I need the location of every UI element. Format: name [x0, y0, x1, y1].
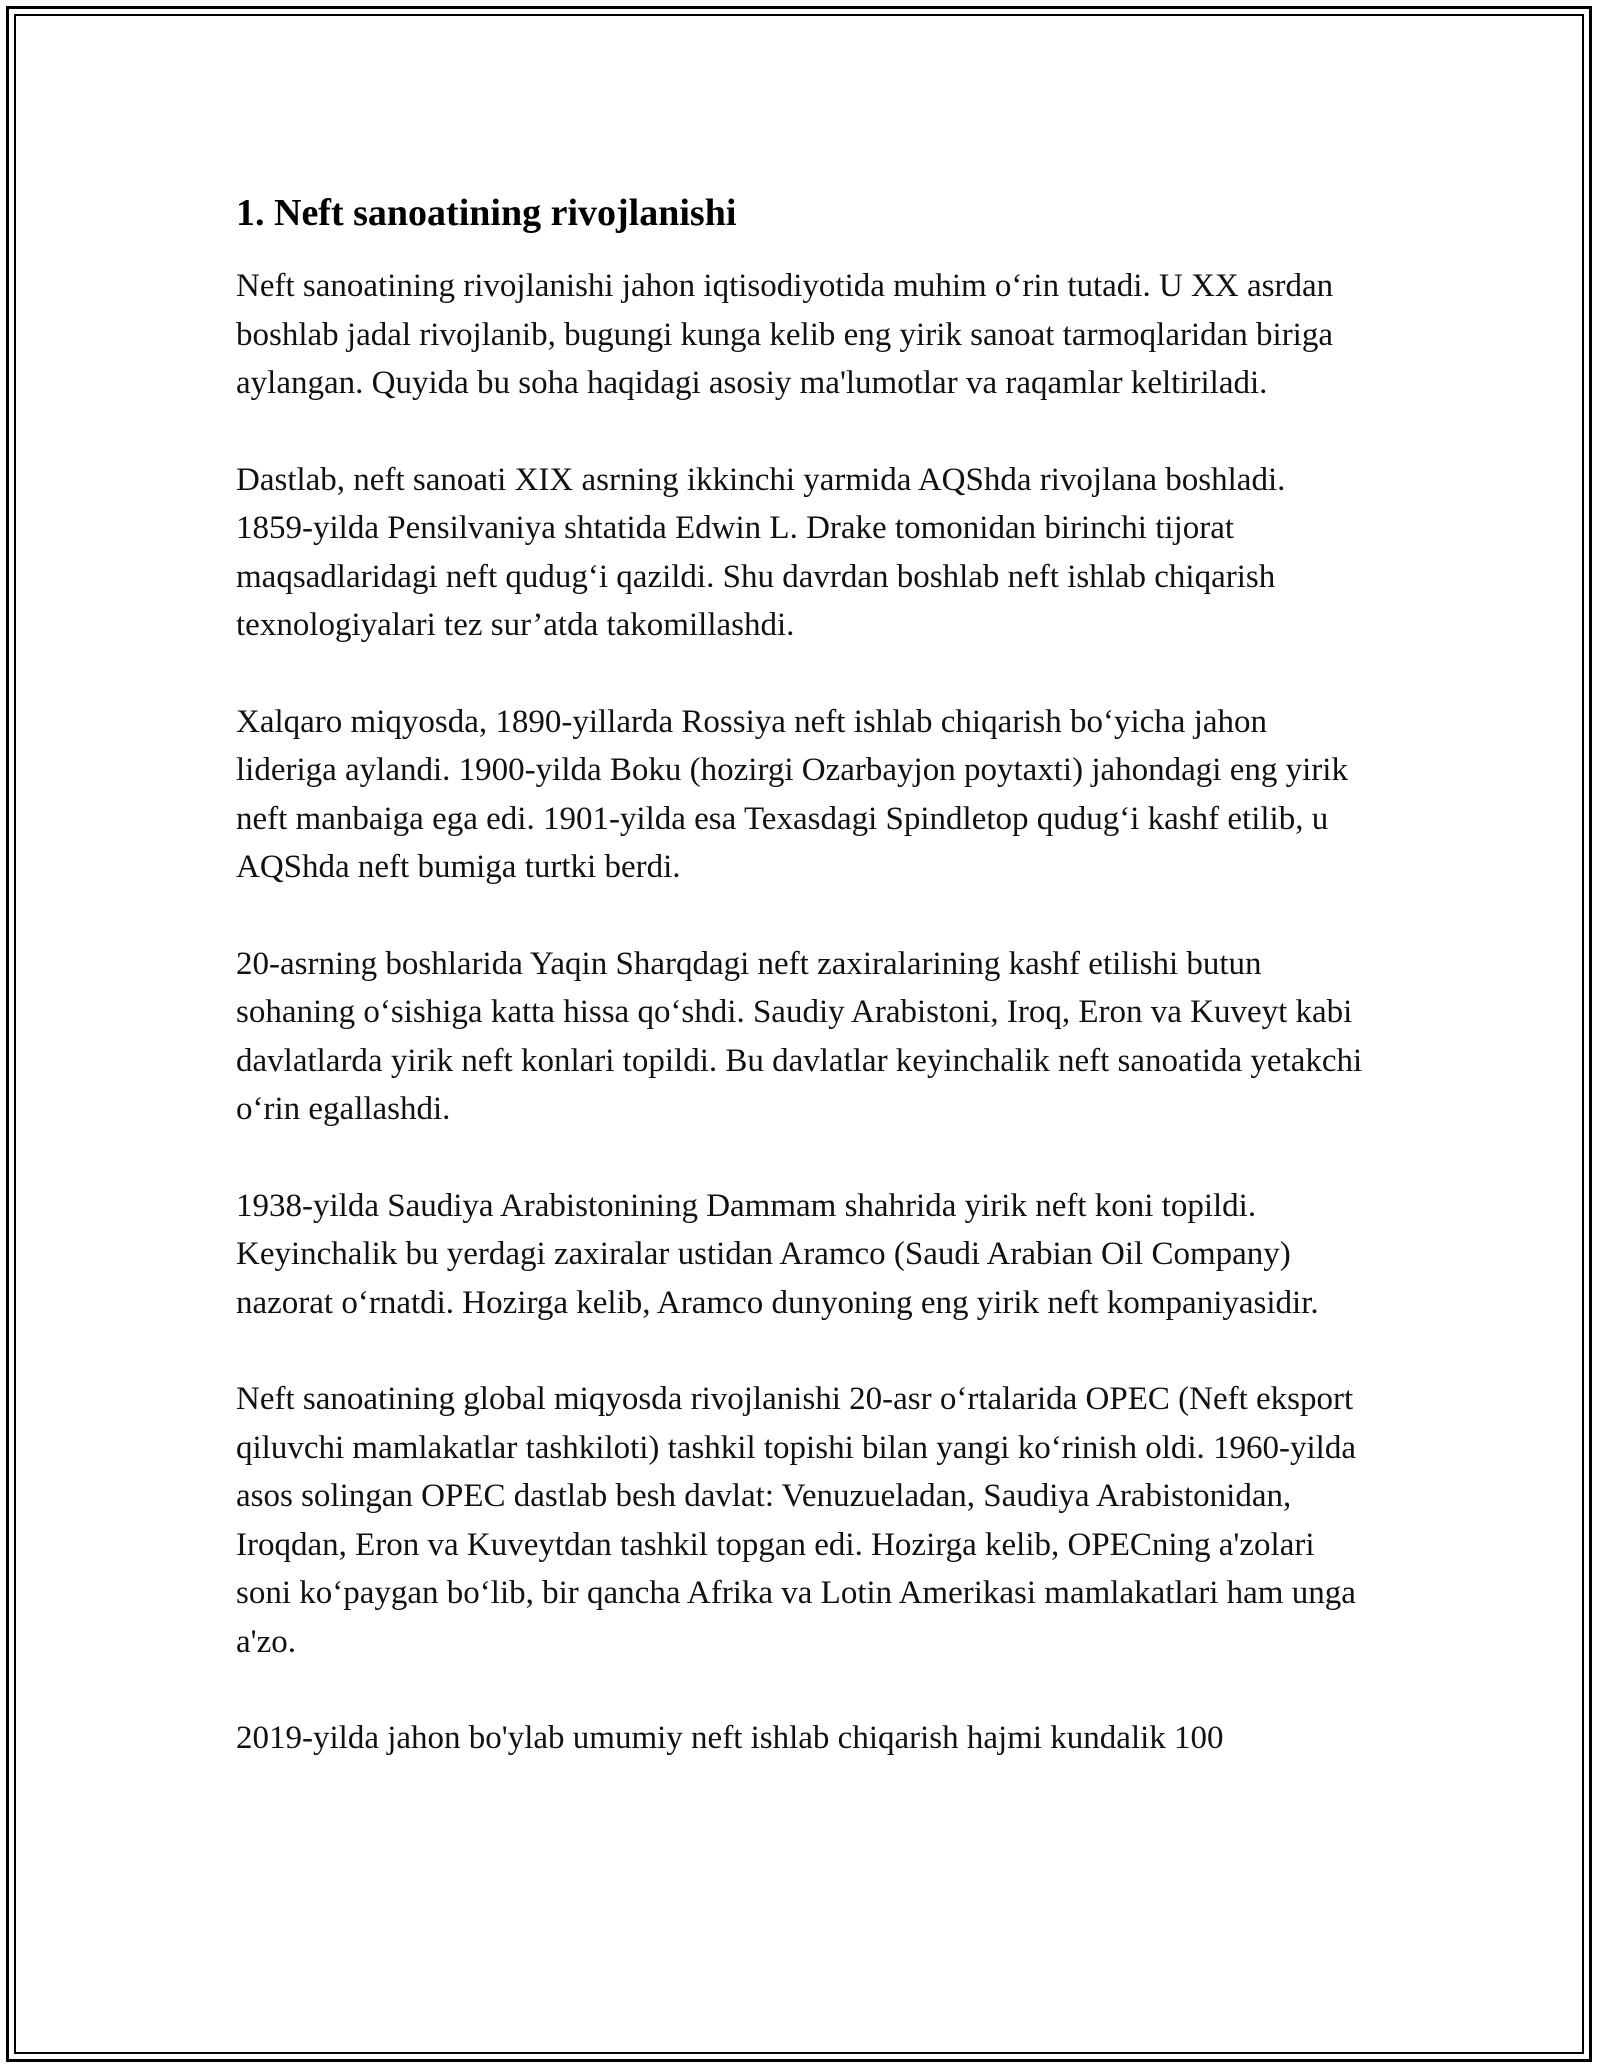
paragraph-intro: Neft sanoatining rivojlanishi jahon iqtisodiyotida muhim o‘rin tutadi. U XX asrdan boshlab jadal rivojlanib, bugungi kunga kelib eng yirik sanoat tarmoqlaridan biriga aylangan. Quyida bu soha haqidagi asosiy ma'lumotlar va raqamlar keltiriladi. — [236, 268, 1334, 401]
paragraph-russia-baku: Xalqaro miqyosda, 1890-yillarda Rossiya neft ishlab chiqarish bo‘yicha jahon lideriga aylandi. 1900-yilda Boku (hozirgi Ozarbayjon poytaxti) jahondagi eng yirik neft manbaiga ega edi. 1901-yilda esa Texasdagi Spindletop qudug‘i kashf etilib, u AQShda neft bumiga turtki berdi. — [236, 703, 1348, 885]
paragraph-middle-east: 20-asrning boshlarida Yaqin Sharqdagi neft zaxiralarining kashf etilishi butun sohaning o‘sishiga katta hissa qo‘shdi. Saudiy Arabistoni, Iroq, Eron va Kuveyt kabi davlatlarda yirik neft konlari topildi. Bu davlatlar keyinchalik neft sanoatida yetakchi o‘rin egallashdi. — [236, 945, 1363, 1127]
document-body — [236, 188, 1366, 1811]
paragraph-usa-origins: Dastlab, neft sanoati XIX asrning ikkinchi yarmida AQShda rivojlana boshladi. 1859-yilda Pensilvaniya shtatida Edwin L. Drake tomonidan birinchi tijorat maqsadlaridagi neft qudug‘i qazildi. Shu davrdan boshlab neft ishlab chiqarish texnologiyalari tez sur’atda takomillashdi. — [236, 461, 1286, 643]
paragraph-aramco: 1938-yilda Saudiya Arabistonining Dammam shahrida yirik neft koni topildi. Keyinchalik bu yerdagi zaxiralar ustidan Aramco (Saudi Arabian Oil Company) nazorat o‘rnatdi. Hozirga kelib, Aramco dunyoning eng yirik neft kompaniyasidir. — [236, 1187, 1319, 1321]
paragraph-production-2019: 2019-yilda jahon bo'ylab umumiy neft ishlab chiqarish hajmi kundalik 100 — [236, 1720, 1224, 1756]
section-heading: 1. Neft sanoatining rivojlanishi — [236, 192, 737, 234]
paragraph-opec: Neft sanoatining global miqyosda rivojlanishi 20-asr o‘rtalarida OPEC (Neft eksport qiluvchi mamlakatlar tashkiloti) tashkil topishi bilan yangi ko‘rinish oldi. 1960-yilda asos solingan OPEC dastlab besh davlat: Venuzueladan, Saudiya Arabistonidan, Iroqdan, Eron va Kuveytdan tashkil topgan edi. Hozirga kelib, OPECning a'zolari soni ko‘paygan bo‘lib, bir qancha Afrika va Lotin Amerikasi mamlakatlari ham unga a'zo. — [236, 1381, 1357, 1660]
